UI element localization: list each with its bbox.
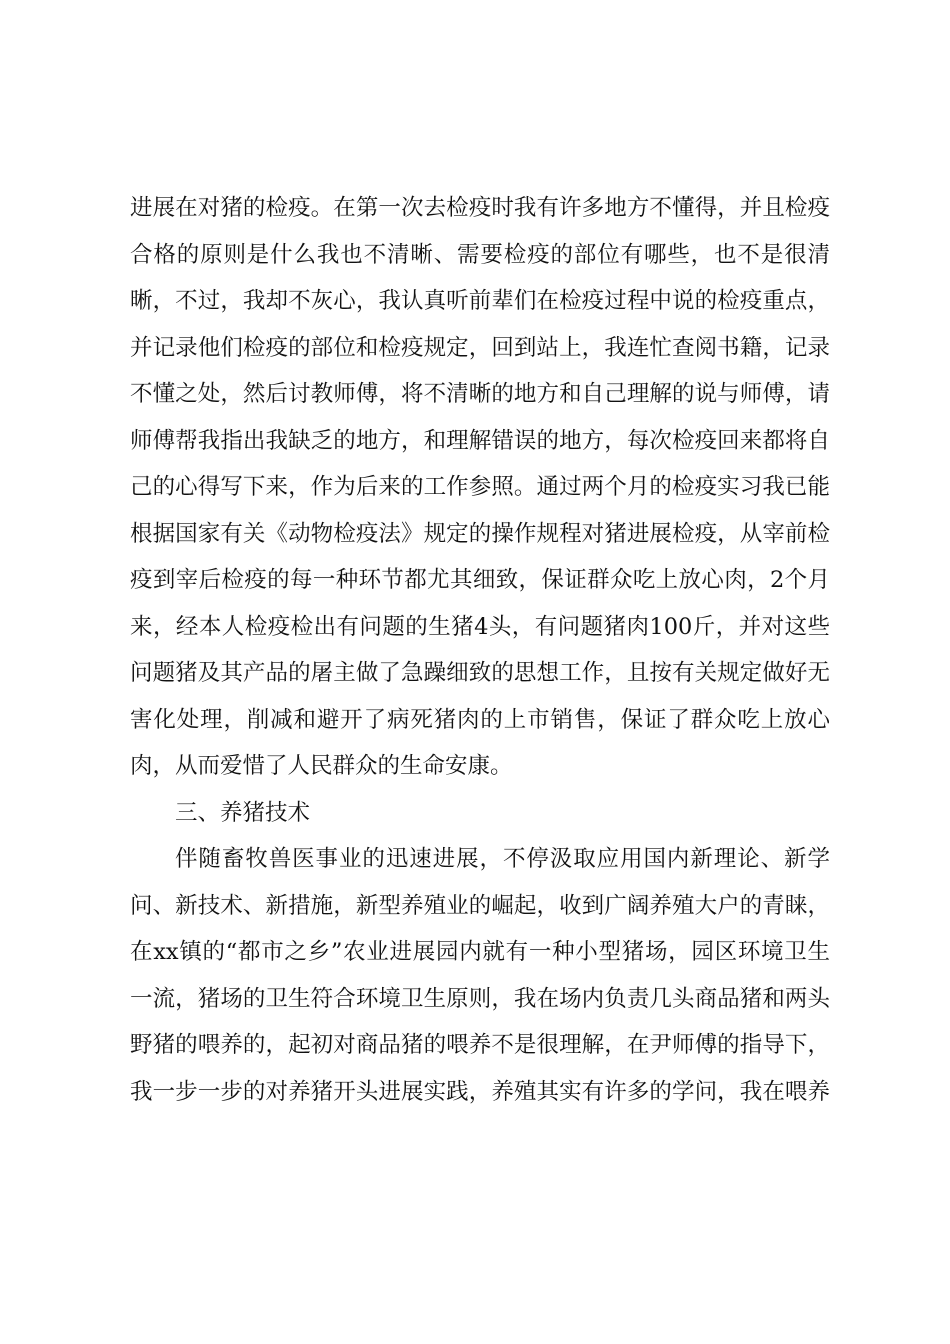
body-text-line: 肉，从而爱惜了人民群众的生命安康。 (130, 753, 513, 779)
body-text-line: 疫到宰后检疫的每一种环节都尤其细致，保证群众吃上放心肉，2个月 (130, 567, 830, 593)
body-text-line: 问题猪及其产品的屠主做了急躁细致的思想工作，且按有关规定做好无 (130, 660, 830, 686)
body-text-line: 晰，不过，我却不灰心，我认真听前辈们在检疫过程中说的检疫重点， (130, 288, 830, 314)
body-text-line: 一流，猪场的卫生符合环境卫生原则，我在场内负责几头商品猪和两头 (130, 986, 830, 1012)
body-text-line: 根据国家有关《动物检疫法》规定的操作规程对猪进展检疫，从宰前检 (130, 521, 830, 547)
body-text-line: 己的心得写下来，作为后来的工作参照。通过两个月的检疫实习我已能 (130, 474, 830, 500)
body-text-line: 师傅帮我指出我缺乏的地方，和理解错误的地方，每次检疫回来都将自 (130, 428, 830, 454)
body-text-line: 我一步一步的对养猪开头进展实践，养殖其实有许多的学问，我在喂养 (130, 1079, 830, 1105)
body-text-line: 在xx镇的“都市之乡”农业进展园内就有一种小型猪场，园区环境卫生 (130, 939, 830, 965)
body-text-line: 并记录他们检疫的部位和检疫规定，回到站上，我连忙查阅书籍，记录 (130, 335, 830, 361)
body-text-line: 问、新技术、新措施，新型养殖业的崛起，收到广阔养殖大户的青睐， (130, 893, 830, 919)
body-text-line: 伴随畜牧兽医事业的迅速进展，不停汲取应用国内新理论、新学 (175, 846, 830, 872)
body-text-line: 来，经本人检疫检出有问题的生猪4头，有问题猪肉100斤，并对这些 (130, 614, 830, 640)
body-text-line: 合格的原则是什么我也不清晰、需要检疫的部位有哪些，也不是很清 (130, 242, 830, 268)
section-heading: 三、养猪技术 (175, 800, 311, 826)
body-text-line: 野猪的喂养的，起初对商品猪的喂养不是很理解，在尹师傅的指导下， (130, 1032, 830, 1058)
body-text-line: 不懂之处，然后讨教师傅，将不清晰的地方和自己理解的说与师傅，请 (130, 381, 830, 407)
body-text-line: 害化处理，削减和避开了病死猪肉的上市销售，保证了群众吃上放心 (130, 707, 830, 733)
body-text-line: 进展在对猪的检疫。在第一次去检疫时我有许多地方不懂得，并且检疫 (130, 195, 830, 221)
